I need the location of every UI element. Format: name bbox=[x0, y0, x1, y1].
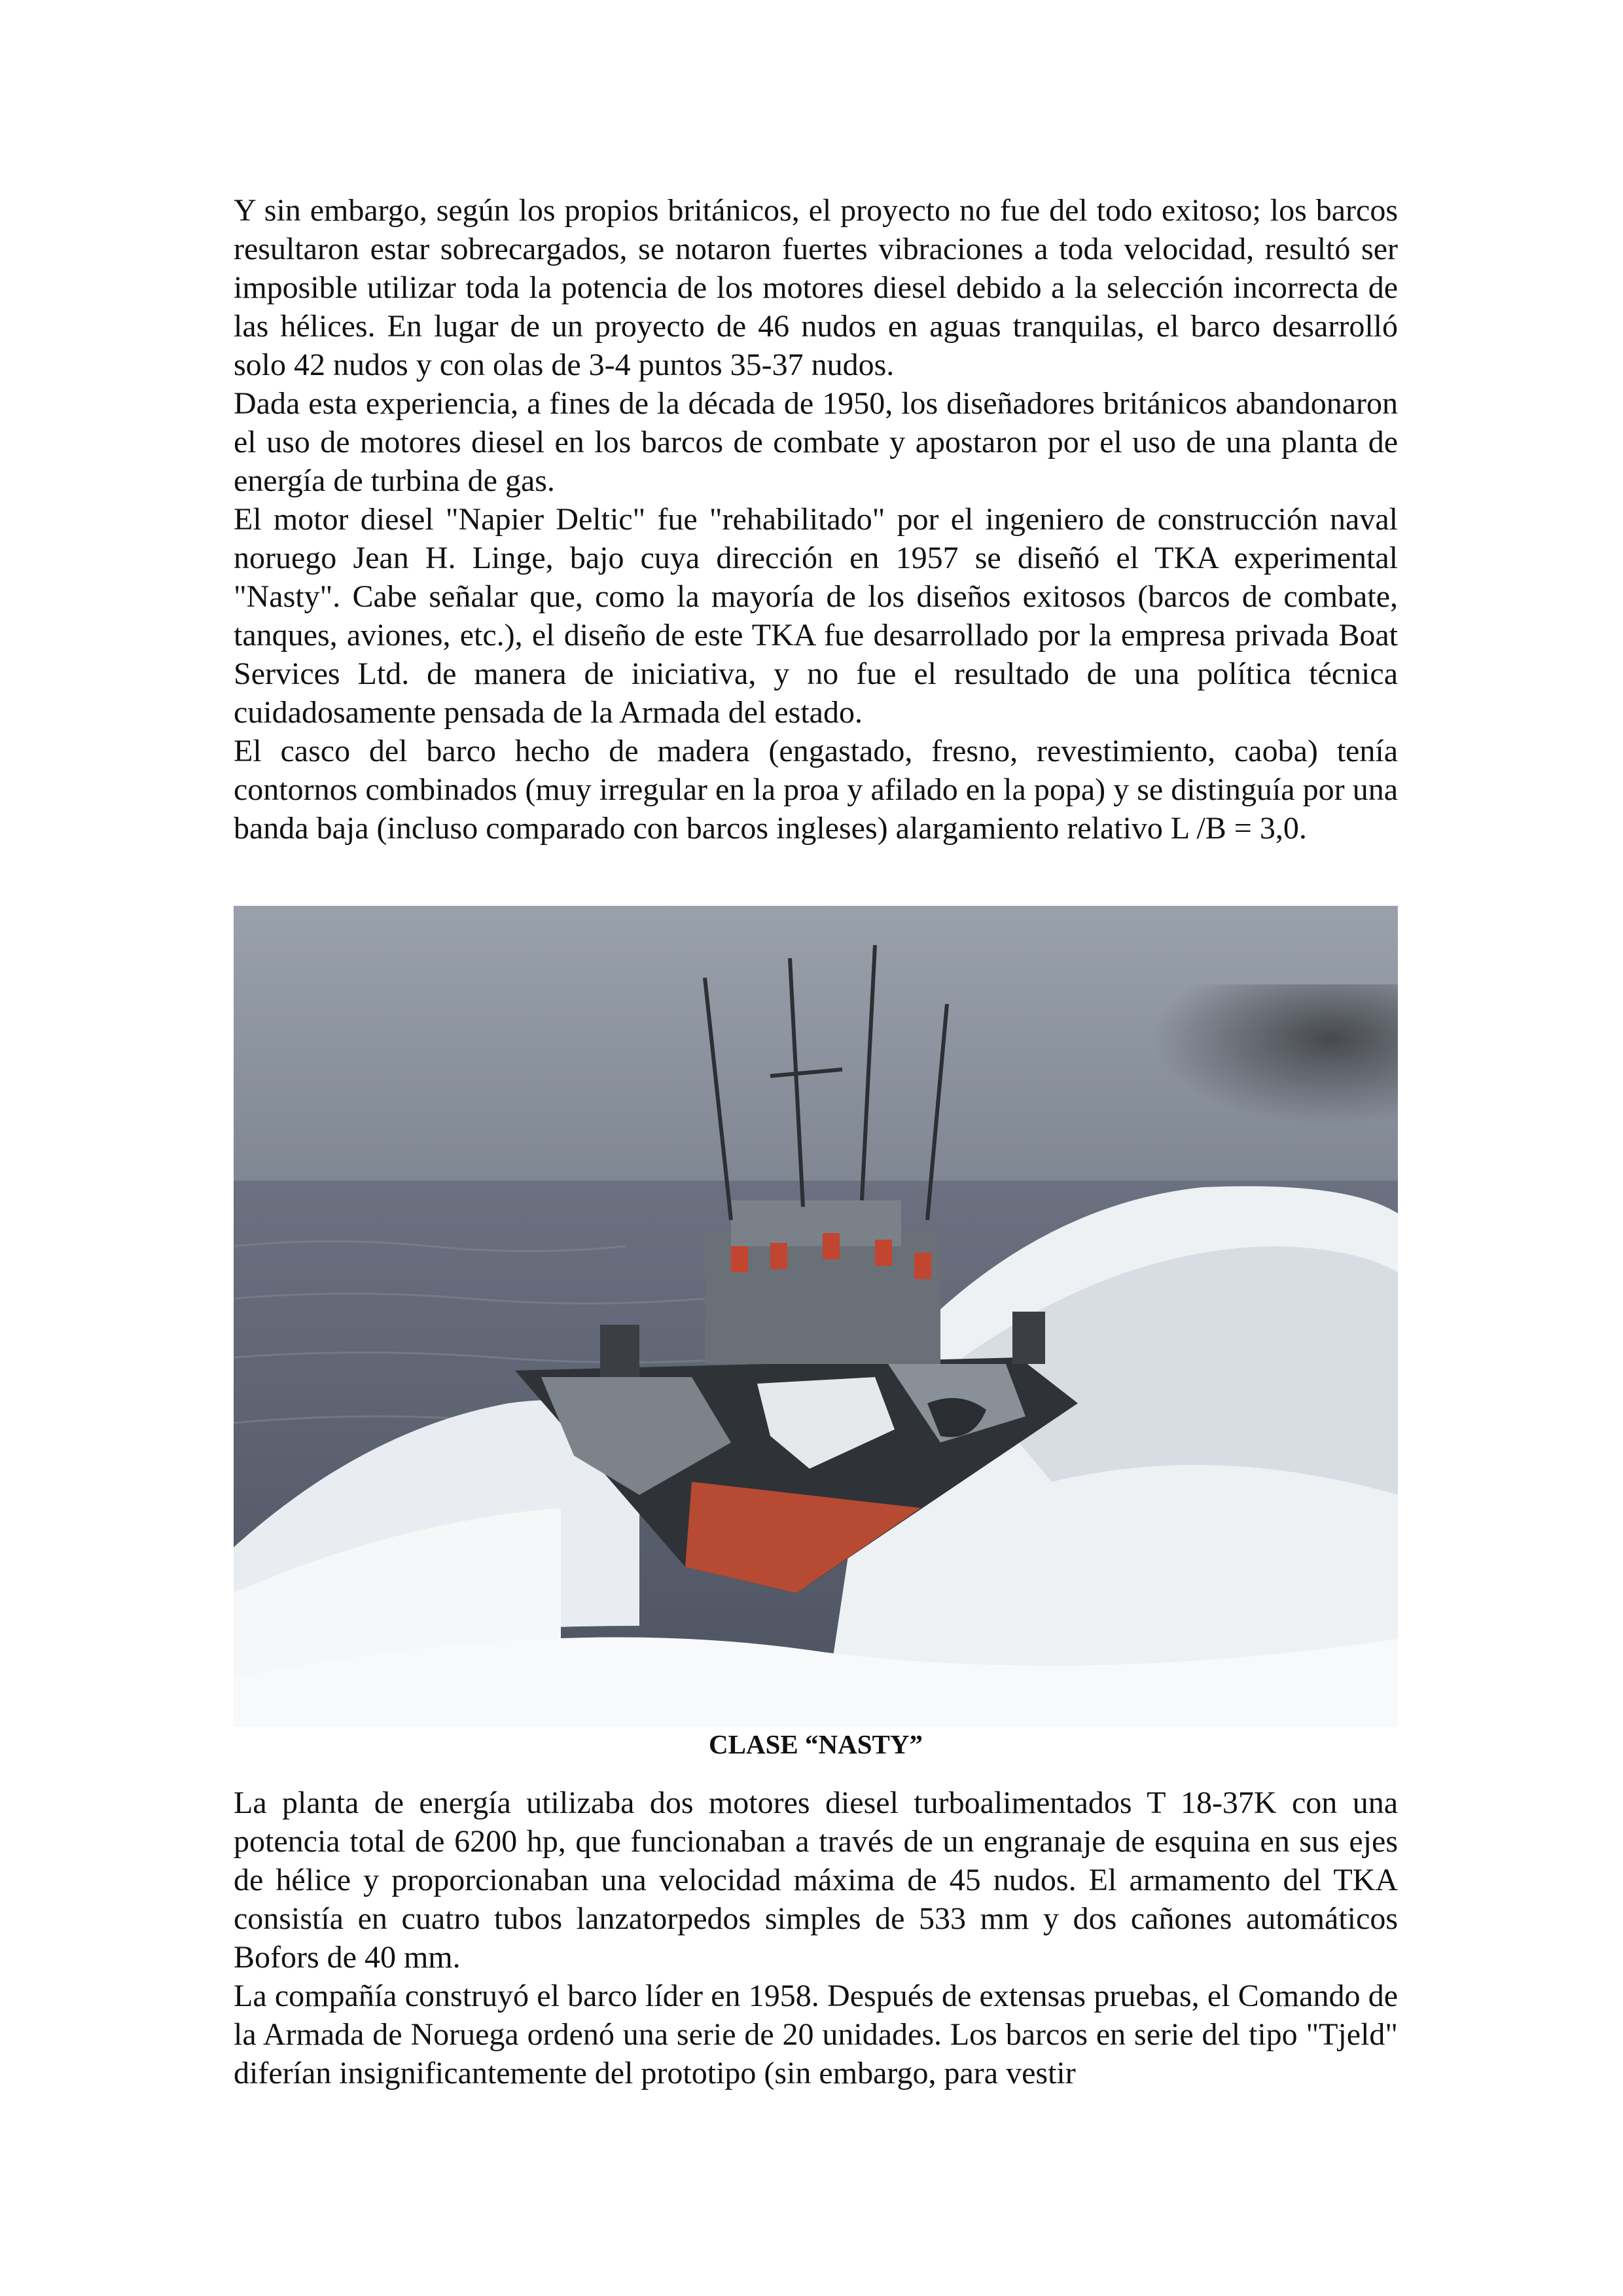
figure-caption: CLASE “NASTY” bbox=[709, 1729, 923, 1759]
boat-photo-illustration bbox=[234, 906, 1398, 1727]
body-text-top bbox=[234, 191, 1398, 848]
paragraph: El motor diesel "Napier Deltic" fue "rehabilitado" por el ingeniero de construcción naval noruego Jean H. Linge, bajo cuya dirección en 1957 se diseñó el TKA experimental "Nasty". Cabe señalar que, como la mayoría de los diseños exitosos (barcos de combate, tanques, aviones, etc.), el diseño de este TKA fue desarrollado por la empresa privada Boat Services Ltd. de manera de iniciativa, y no fue el resultado de una política técnica cuidadosamente pensada de la Armada del estado. bbox=[234, 502, 1398, 730]
paragraph: Y sin embargo, según los propios británicos, el proyecto no fue del todo exitoso; los barcos resultaron estar sobrecargados, se notaron fuertes vibraciones a toda velocidad, resultó ser imposible utilizar toda la potencia de los motores diesel debido a la selección incorrecta de las hélices. En lugar de un proyecto de 46 nudos en aguas tranquilas, el barco desarrolló solo 42 nudos y con olas de 3-4 puntos 35-37 nudos. bbox=[234, 193, 1398, 382]
paragraph: Dada esta experiencia, a fines de la década de 1950, los diseñadores británicos abandonaron el uso de motores diesel en los barcos de combate y apostaron por el uso de una planta de energía de turbina de gas. bbox=[234, 386, 1398, 498]
boat-photo bbox=[234, 906, 1398, 1727]
body-text-bottom bbox=[234, 1784, 1398, 2092]
paragraph: La compañía construyó el barco líder en 1958. Después de extensas pruebas, el Comando de la Armada de Noruega ordenó una serie de 20 unidades. Los barcos en serie del tipo "Tjeld" diferían insignificantemente del prototipo (sin embargo, para vestir bbox=[234, 1979, 1398, 2090]
paragraph: La planta de energía utilizaba dos motores diesel turboalimentados T 18-37K con una potencia total de 6200 hp, que funcionaban a través de un engranaje de esquina en sus ejes de hélice y proporcionaban una velocidad máxima de 45 nudos. El armamento del TKA consistía en cuatro tubos lanzatorpedos simples de 533 mm y dos cañones automáticos Bofors de 40 mm. bbox=[234, 1785, 1398, 1975]
paragraph: El casco del barco hecho de madera (engastado, fresno, revestimiento, caoba) tenía contornos combinados (muy irregular en la proa y afilado en la popa) y se distinguía por una banda baja (incluso comparado con barcos ingleses) alargamiento relativo L /B = 3,0. bbox=[234, 734, 1398, 846]
